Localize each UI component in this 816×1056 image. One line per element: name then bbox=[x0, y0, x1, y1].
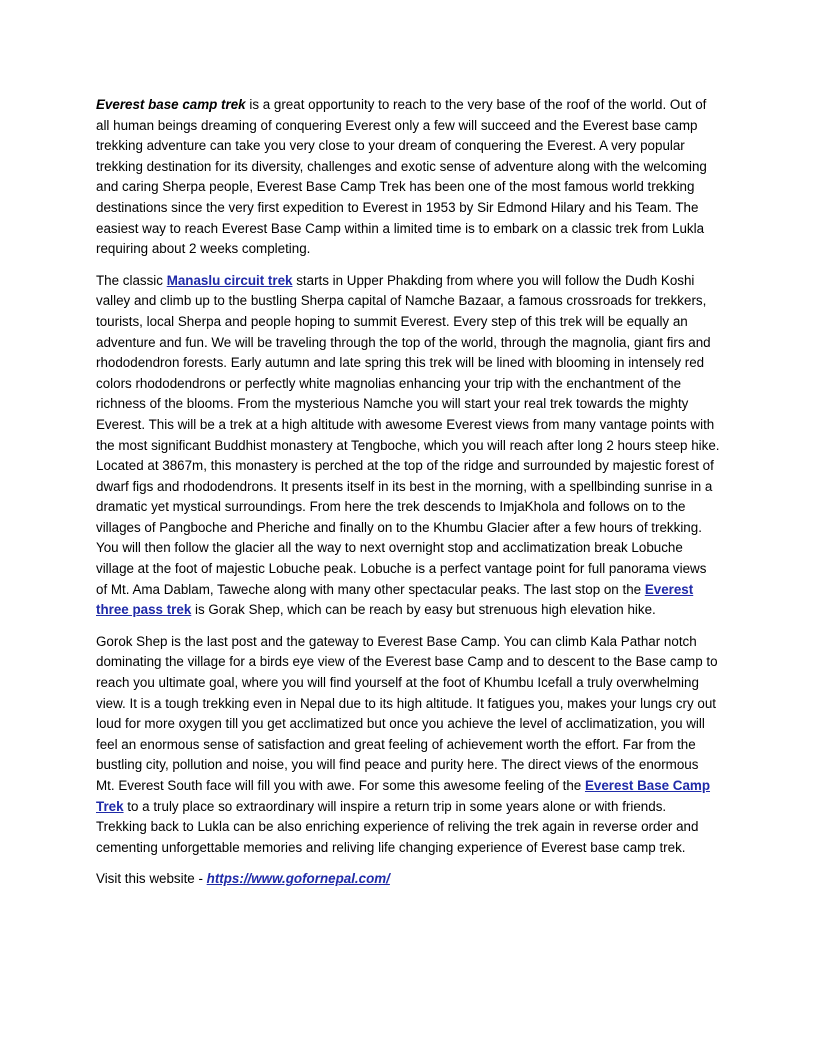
manaslu-circuit-trek-link[interactable]: Manaslu circuit trek bbox=[166, 272, 293, 288]
paragraph-website bbox=[96, 869, 720, 890]
website-link[interactable]: https://www.gofornepal.com/ bbox=[206, 871, 390, 887]
gorak-shep-text-end: to a truly place so extraordinary will inspire a return trip in some years alone or with friends. Trekking back to Lukla can be also enriching experience of reliving the trek again in reverse order and cementing unforgettable memories and reliving life changing experience of Everest base camp trek. bbox=[96, 798, 699, 855]
intro-bold-italic-title: Everest base camp trek bbox=[96, 97, 246, 112]
paragraph-gorak-shep bbox=[96, 632, 720, 859]
route-text-end: is Gorak Shep, which can be reach by easy but strenuous high elevation hike. bbox=[191, 602, 656, 618]
website-label: Visit this website - bbox=[96, 871, 207, 887]
paragraph-route bbox=[96, 271, 720, 621]
everest-three-pass-trek-link[interactable]: Everest three pass trek bbox=[96, 581, 694, 618]
route-text-start: The classic bbox=[96, 272, 167, 288]
document-body bbox=[96, 95, 720, 901]
gorak-shep-text-start: Gorok Shep is the last post and the gateway to Everest Base Camp. You can climb Kala Pathar notch dominating the village for a birds eye view of the Everest base Camp and to descent to the Base camp to reach you ultimate goal, where you will find yourself at the foot of Khumbu Icefall a truly overwhelming view. It is a tough trekking even in Nepal due to its high altitude. It fatigues you, makes your lungs cry out loud for more oxygen till you get acclimatized but once you achieve the level of acclimatization, you will feel an enormous sense of satisfaction and great feeling of achievement worth the effort. Far from the bustling city, pollution and noise, you will find peace and purity here. The direct views of the enormous Mt. Everest South face will fill you with awe. For some this awesome feeling of the bbox=[96, 633, 718, 793]
paragraph-intro bbox=[96, 95, 720, 260]
everest-base-camp-trek-link[interactable]: Everest Base Camp Trek bbox=[96, 778, 711, 814]
route-text-middle: starts in Upper Phakding from where you will follow the Dudh Koshi valley and climb up to the bustling Sherpa capital of Namche Bazaar, a famous crossroads for trekkers, tourists, local Sherpa and people hoping to summit Everest. Every step of this trek will be equally an adventure and fun. We will be traveling through the top of the world, through the magnolia, giant firs and rhododendron forests. Early autumn and late spring this trek will be lined with blooming in intensely red colors rhododendrons or perfectly white magnolias enhancing your trip with the enchantment of the richness of the blooms. From the mysterious Namche you will start your real trek towards the mighty Everest. This will be a trek at a high altitude with awesome Everest views from many vantage points with the most significant Buddhist monastery at Tengboche, which you will reach after long 2 hours steep hike. Located at 3867m, this monastery is perched at the top of the ridge and surrounded by majestic forest of dwarf figs and rhododendrons. It presents itself in its best in the morning, with a spellbinding sunrise in a dramatic yet mystical surroundings. From here the trek descends to ImjaKhola and follows on to the villages of Pangboche and Pheriche and finally on to the Khumbu Glacier after a few hours of trekking. You will then follow the glacier all the way to next overnight stop and acclimatization break Lobuche village at the foot of majestic Lobuche peak. Lobuche is a perfect vantage point for full panorama views of Mt. Ama Dablam, Taweche along with many other spectacular peaks. The last stop on the bbox=[96, 272, 720, 597]
intro-text: is a great opportunity to reach to the very base of the roof of the world. Out of all human beings dreaming of conquering Everest only a few will succeed and the Everest base camp trekking adventure can take you very close to your dream of conquering the Everest. A very popular trekking destination for its diversity, challenges and exotic sense of adventure along with the welcoming and caring Sherpa people, Everest Base Camp Trek has been one of the most famous world trekking destinations since the very first expedition to Everest in 1953 by Sir Edmond Hilary and his Team. The easiest way to reach Everest Base Camp within a limited time is to embark on a classic trek from Lukla requiring about 2 weeks completing. bbox=[96, 97, 707, 257]
